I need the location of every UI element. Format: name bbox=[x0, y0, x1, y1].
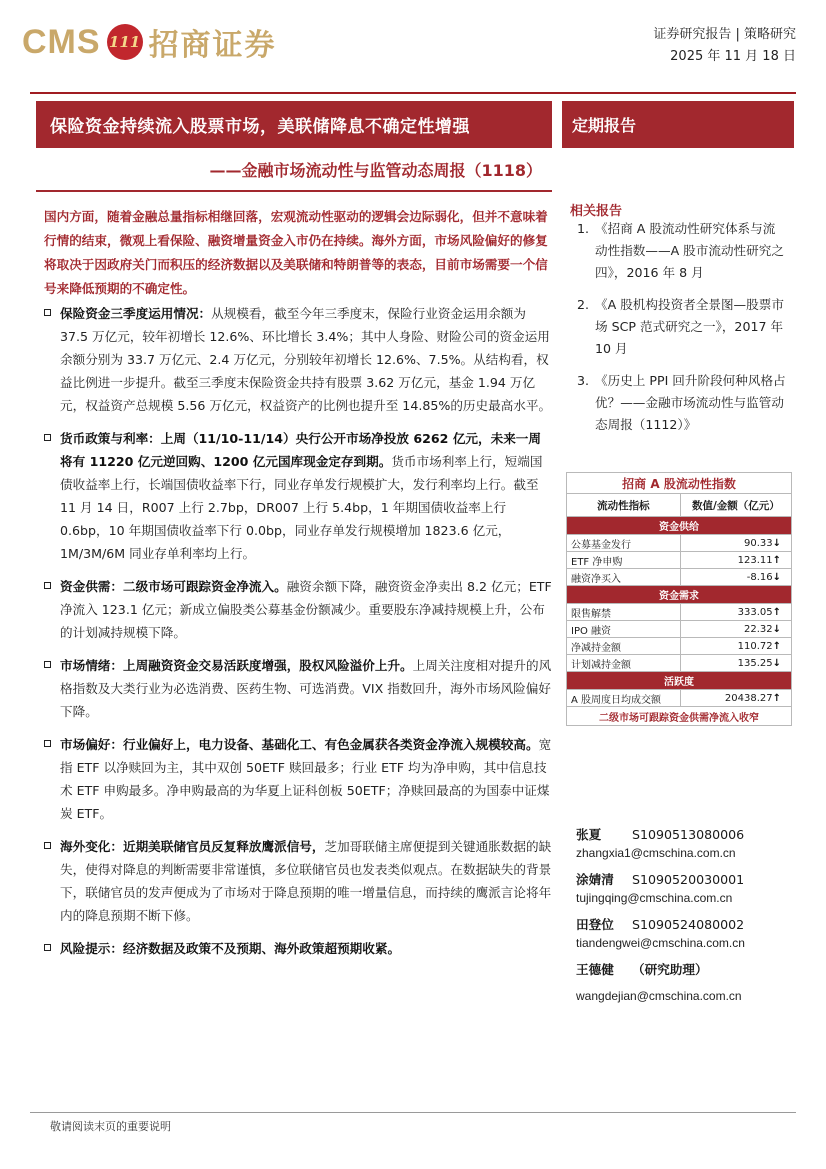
analyst-cert-id: S1090524080002 bbox=[632, 917, 745, 932]
key-point-item bbox=[44, 575, 552, 644]
footer-note: 敬请阅读末页的重要说明 bbox=[50, 1120, 171, 1133]
analyst-name: 田登位 bbox=[576, 917, 614, 932]
indicator-value: 123.11 bbox=[737, 554, 773, 566]
analyst-cert-id: S1090513080006 bbox=[632, 827, 745, 842]
table-group-label: 活跃度 bbox=[567, 672, 792, 690]
indicator-value-cell bbox=[680, 569, 791, 586]
indicator-value-cell bbox=[680, 535, 791, 552]
trend-arrow-icon: ↑ bbox=[772, 640, 781, 652]
header-divider bbox=[30, 92, 796, 94]
key-point-item bbox=[44, 835, 552, 927]
indicator-label: 净减持金额 bbox=[567, 638, 681, 655]
key-point-heading: 风险提示：经济数据及政策不及预期、海外政策超预期收紧。 bbox=[60, 941, 401, 956]
table-row bbox=[567, 535, 792, 552]
table-row bbox=[567, 604, 792, 621]
related-reports-list bbox=[577, 218, 787, 446]
indicator-value-cell bbox=[680, 690, 791, 707]
analyst-entry bbox=[576, 961, 792, 1005]
report-type: 定期报告 bbox=[572, 116, 637, 135]
key-point-item bbox=[44, 654, 552, 723]
table-footer-note: 二级市场可跟踪资金供需净流入收窄 bbox=[567, 707, 792, 726]
table-row bbox=[567, 638, 792, 655]
trend-arrow-icon: ↑ bbox=[772, 606, 781, 618]
indicator-label: 融资净买入 bbox=[567, 569, 681, 586]
key-point-heading: 海外变化：近期美联储官员反复释放鹰派信号， bbox=[60, 839, 325, 854]
key-point-item bbox=[44, 427, 552, 565]
related-report-number: 3. bbox=[577, 373, 590, 388]
key-point-body: 上周关注度相对提升的风格指数及大类行业为必选消费、医药生物、可选消费。VIX 指数回升，海外市场风险偏好下降。 bbox=[60, 658, 552, 719]
analyst-name: 涂婧清 bbox=[576, 872, 614, 887]
analyst-role: （研究助理） bbox=[632, 962, 708, 977]
analyst-email[interactable]: wangdejian@cmschina.com.cn bbox=[576, 989, 742, 1003]
table-group-row bbox=[567, 586, 792, 604]
related-report-link[interactable]: 《A 股机构投资者全景图—股票市场 SCP 范式研究之一》，2017 年 10 月 bbox=[595, 297, 784, 356]
table-title: 招商 A 股流动性指数 bbox=[567, 473, 792, 494]
key-points bbox=[44, 302, 552, 970]
indicator-value: 20438.27 bbox=[724, 692, 773, 704]
analyst-entry bbox=[576, 916, 792, 952]
header-meta bbox=[653, 24, 796, 68]
key-point-body: 融资余额下降，融资资金净卖出 8.2 亿元；ETF 净流入 123.1 亿元；新成立偏股类公募基金份额减少。重要股东净减持规模上升，公布的计划减持规模下降。 bbox=[60, 579, 552, 640]
indicator-value: 90.33 bbox=[743, 537, 773, 549]
liquidity-index-table bbox=[566, 472, 792, 726]
related-report-item[interactable] bbox=[577, 370, 787, 436]
report-category: 证券研究报告 | 策略研究 bbox=[653, 27, 796, 42]
key-point-item bbox=[44, 733, 552, 825]
related-report-item[interactable] bbox=[577, 218, 787, 284]
related-report-link[interactable]: 《招商 A 股流动性研究体系与流动性指数——A 股市流动性研究之四》，2016 年 8 月 bbox=[595, 221, 784, 280]
key-point-body: 货币市场利率上行，短端国债收益率上行，长端国债收益率下行，同业存单发行规模扩大，发行利率均上行。截至 11 月 14 日，R007 上行 2.7bp，DR007 上行 5.4bp，1 年期国债收益率上行 0.6bp，10 年期国债收益率下行 0.0bp，同业存单发行规模增加 1823.6 亿元，1M/3M/6M 同业存单利率均上行。 bbox=[60, 454, 543, 561]
table-row bbox=[567, 569, 792, 586]
logo-company-name: 招商证券 bbox=[148, 28, 277, 63]
square-bullet-icon bbox=[44, 842, 51, 849]
table-header-row bbox=[567, 494, 792, 517]
indicator-label: 计划减持金额 bbox=[567, 655, 681, 672]
report-type-bar bbox=[562, 101, 794, 148]
report-date: 2025 年 11 月 18 日 bbox=[670, 49, 796, 64]
indicator-label: A 股周度日均成交额 bbox=[567, 690, 681, 707]
analyst-cert-id: S1090520030001 bbox=[632, 872, 745, 887]
summary-paragraph: 国内方面，随着金融总量指标相继回落，宏观流动性驱动的逻辑会边际弱化，但并不意味着行情的结束，微观上看保险、融资增量资金入市仍在持续。海外方面，市场风险偏好的修复将取决于因政府关门而积压的经济数据以及美联储和特朗普等的表态，目前市场需要一个信号来降低预期的不确定性。 bbox=[44, 209, 548, 296]
square-bullet-icon bbox=[44, 434, 51, 441]
key-point-body: 从规模看，截至今年三季度末，保险行业资金运用余额为 37.5 万亿元，较年初增长 12.6%、环比增长 3.4%；其中人身险、财险公司的资金运用余额分别为 33.7 万亿元、2.4 万亿元，分别较年初增长 12.6%、7.5%。从结构看，权益比例进一步提升。截至三季度末保险资金共持有股票 3.62 万亿元，基金 1.94 万亿元，权益资产总规模 5.56 万亿元，权益资产的比例也提升至 14.85%的历史最高水平。 bbox=[60, 306, 552, 413]
table-footer-row bbox=[567, 707, 792, 726]
report-subtitle: ——金融市场流动性与监管动态周报（1118） bbox=[36, 158, 552, 192]
trend-arrow-icon: ↑ bbox=[772, 554, 781, 566]
related-reports-title: 相关报告 bbox=[570, 204, 623, 219]
table-group-label: 资金需求 bbox=[567, 586, 792, 604]
table-col-value: 数值/金额（亿元） bbox=[680, 494, 791, 517]
analyst-entry bbox=[576, 871, 792, 907]
logo-badge-icon: 111 bbox=[107, 24, 143, 60]
analyst-email[interactable]: tiandengwei@cmschina.com.cn bbox=[576, 936, 745, 950]
key-point-heading: 保险资金三季度运用情况： bbox=[60, 306, 212, 321]
key-point-body: 宽指 ETF 以净赎回为主，其中双创 50ETF 赎回最多；行业 ETF 均为净申购，其中信息技术 ETF 申购最多。净申购最高的为华夏上证科创板 50ETF；净赎回最高的为国泰中证煤炭 ETF。 bbox=[60, 737, 552, 821]
trend-arrow-icon: ↓ bbox=[772, 571, 781, 583]
key-point-item bbox=[44, 937, 552, 960]
analyst-entry bbox=[576, 826, 792, 862]
key-point-heading: 资金供需：二级市场可跟踪资金净流入。 bbox=[60, 579, 287, 594]
indicator-label: IPO 融资 bbox=[567, 621, 681, 638]
key-point-body: 芝加哥联储主席便提到关键通胀数据的缺失，使得对降息的判断需要非常谨慎，多位联储官员也发表类似观点。在数据缺失的背景下，联储官员的发声便成为了市场对于降息预期的唯一增量信息，而持续的鹰派言论将年内的降息预期不断下修。 bbox=[60, 839, 552, 923]
square-bullet-icon bbox=[44, 309, 51, 316]
table-row bbox=[567, 655, 792, 672]
trend-arrow-icon: ↓ bbox=[772, 537, 781, 549]
indicator-value: 135.25 bbox=[737, 657, 773, 669]
indicator-value: -8.16 bbox=[746, 571, 773, 583]
analyst-email[interactable]: zhangxia1@cmschina.com.cn bbox=[576, 846, 736, 860]
trend-arrow-icon: ↑ bbox=[772, 692, 781, 704]
trend-arrow-icon: ↓ bbox=[772, 623, 781, 635]
indicator-label: 限售解禁 bbox=[567, 604, 681, 621]
brand-logo bbox=[22, 18, 277, 66]
related-report-link[interactable]: 《历史上 PPI 回升阶段何种风格占优？——金融市场流动性与监管动态周报（1112）》 bbox=[595, 373, 786, 432]
square-bullet-icon bbox=[44, 944, 51, 951]
indicator-value-cell bbox=[680, 638, 791, 655]
table-col-indicator: 流动性指标 bbox=[567, 494, 681, 517]
footer-divider bbox=[30, 1112, 796, 1113]
related-report-item[interactable] bbox=[577, 294, 787, 360]
indicator-label: ETF 净申购 bbox=[567, 552, 681, 569]
table-row bbox=[567, 552, 792, 569]
square-bullet-icon bbox=[44, 661, 51, 668]
trend-arrow-icon: ↓ bbox=[772, 657, 781, 669]
key-point-heading: 货币政策与利率：上周（11/10-11/14）央行公开市场净投放 6262 亿元，未来一周将有 11220 亿元逆回购、1200 亿元国库现金定存到期。 bbox=[60, 431, 541, 469]
indicator-value: 333.05 bbox=[737, 606, 773, 618]
analyst-name: 王德健 bbox=[576, 962, 614, 977]
square-bullet-icon bbox=[44, 582, 51, 589]
table-group-row bbox=[567, 517, 792, 535]
indicator-value-cell bbox=[680, 604, 791, 621]
logo-cms-text: CMS bbox=[22, 22, 101, 61]
indicator-value-cell bbox=[680, 621, 791, 638]
table-group-row bbox=[567, 672, 792, 690]
related-report-number: 2. bbox=[577, 297, 590, 312]
table-group-label: 资金供给 bbox=[567, 517, 792, 535]
report-title-bar bbox=[36, 101, 552, 148]
analyst-list bbox=[576, 826, 792, 1014]
analyst-email[interactable]: tujingqing@cmschina.com.cn bbox=[576, 891, 733, 905]
analyst-name: 张夏 bbox=[576, 827, 602, 842]
indicator-value-cell bbox=[680, 552, 791, 569]
square-bullet-icon bbox=[44, 740, 51, 747]
related-report-number: 1. bbox=[577, 221, 590, 236]
indicator-label: 公募基金发行 bbox=[567, 535, 681, 552]
indicator-value: 22.32 bbox=[743, 623, 773, 635]
report-title: 保险资金持续流入股票市场，美联储降息不确定性增强 bbox=[50, 117, 470, 137]
indicator-value-cell bbox=[680, 655, 791, 672]
key-point-heading: 市场情绪：上周融资资金交易活跃度增强，股权风险溢价上升。 bbox=[60, 658, 413, 673]
table-row bbox=[567, 621, 792, 638]
key-point-item bbox=[44, 302, 552, 417]
indicator-value: 110.72 bbox=[737, 640, 773, 652]
table-row bbox=[567, 690, 792, 707]
key-point-heading: 市场偏好：行业偏好上，电力设备、基础化工、有色金属获各类资金净流入规模较高。 bbox=[60, 737, 539, 752]
